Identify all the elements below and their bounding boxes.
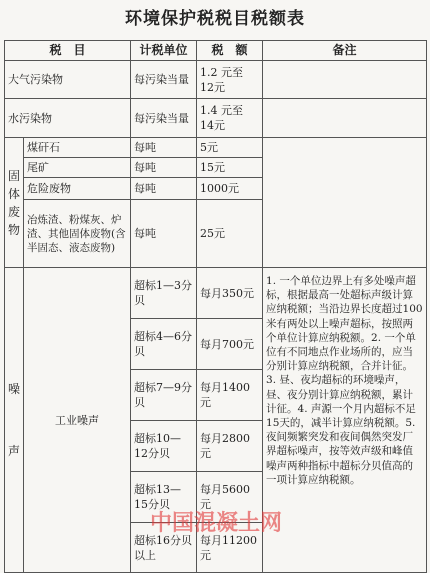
header-item: 税 目 (5, 41, 131, 61)
noise-range: 超标16分贝以上 (131, 523, 197, 573)
item-hazardous: 危险废物 (24, 178, 131, 200)
unit-coal: 每吨 (131, 138, 197, 158)
amount-air-line1: 1.2 元至 (200, 65, 244, 79)
item-water: 水污染物 (5, 99, 131, 138)
noise-range: 超标13—15分贝 (131, 472, 197, 523)
solid-group-char: 固 (7, 168, 20, 183)
note-water (263, 99, 427, 138)
amount-hazardous: 1000元 (197, 178, 263, 200)
amount-coal: 5元 (197, 138, 263, 158)
unit-air: 每污染当量 (131, 61, 197, 99)
noise-range: 超标7—9分贝 (131, 370, 197, 421)
amount-water-line2: 14元 (200, 119, 226, 132)
noise-range: 超标10—12分贝 (131, 421, 197, 472)
item-industrial-noise: 工业噪声 (24, 268, 131, 573)
noise-group-char: 噪 (7, 382, 20, 396)
item-air: 大气污染物 (5, 61, 131, 99)
header-note: 备注 (263, 41, 427, 61)
noise-range: 超标1—3分贝 (131, 268, 197, 319)
unit-other-solid: 每吨 (131, 200, 197, 268)
tax-table (4, 40, 427, 573)
solid-group-char: 废 (7, 204, 20, 219)
noise-amount: 每月2800元 (197, 421, 263, 472)
item-tailings: 尾矿 (24, 158, 131, 178)
header-unit: 计税单位 (131, 41, 197, 61)
watermark: 中国混凝土网 (150, 511, 283, 536)
noise-group-char: 声 (7, 444, 20, 458)
note-solid (263, 138, 427, 268)
unit-hazardous: 每吨 (131, 178, 197, 200)
note-air (263, 61, 427, 99)
unit-tailings: 每吨 (131, 158, 197, 178)
noise-group-gap (5, 398, 23, 442)
amount-water (197, 99, 263, 138)
item-other-solid: 冶炼渣、粉煤灰、炉渣、其他固体废物(含半固态、液态废物) (24, 200, 131, 268)
table-row (5, 99, 427, 138)
noise-range: 超标4—6分贝 (131, 319, 197, 370)
noise-amount: 每月11200元 (197, 523, 263, 573)
header-amount: 税 额 (197, 41, 263, 61)
table-row (5, 268, 427, 319)
solid-group-char: 物 (7, 222, 20, 237)
noise-amount: 每月1400元 (197, 370, 263, 421)
solid-group-char: 体 (7, 186, 20, 201)
table-row (5, 138, 427, 158)
noise-amount: 每月5600元 (197, 472, 263, 523)
amount-tailings: 15元 (197, 158, 263, 178)
amount-air-line2: 12元 (200, 80, 226, 94)
unit-water: 每污染当量 (131, 99, 197, 138)
table-row (5, 61, 427, 99)
noise-amount: 每月700元 (197, 319, 263, 370)
amount-air (197, 61, 263, 99)
table-header-row (5, 41, 427, 61)
noise-group-label (5, 268, 24, 573)
note-noise: 1. 一个单位边界上有多处噪声超标，根据最高一处超标声级计算应纳税额；当沿边界长度超过100米有两处以上噪声超标，按照两个单位计算应纳税额。2. 一个单位有不同地点作业场所的，应当分别计算应纳税额，合并计征。3. 昼、夜均超标的环境噪声，昼、夜分别计算应纳税额，累计计征。4. 声源一个月内超标不足15天的，减半计算应纳税额。5. 夜间频繁突发和夜间偶然突发厂界超标噪声，按等效声级和峰值噪声两种指标中超标分贝值高的一项计算应纳税额。 (263, 268, 427, 573)
amount-other-solid: 25元 (197, 200, 263, 268)
solid-group-label (5, 138, 24, 268)
amount-water-line1: 1.4 元至 (200, 104, 244, 117)
item-coal: 煤矸石 (24, 138, 131, 158)
noise-amount: 每月350元 (197, 268, 263, 319)
page-title: 环境保护税税目税额表 (125, 9, 305, 29)
